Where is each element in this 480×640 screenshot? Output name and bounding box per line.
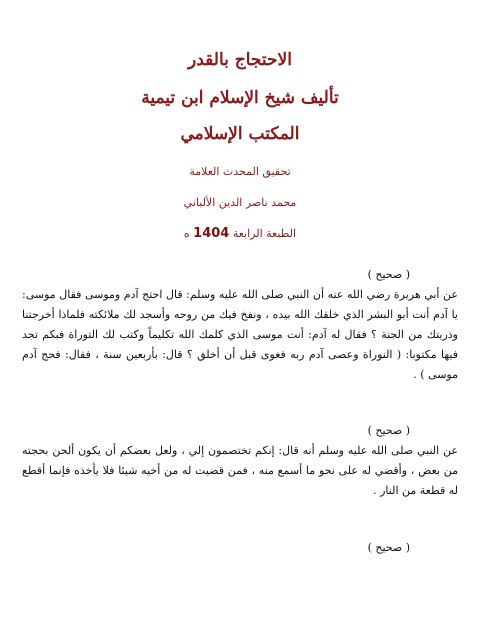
tahqiq-line: تحقيق المحدث العلامة bbox=[189, 165, 291, 178]
editor-name: محمد ناصر الدين الألباني bbox=[183, 196, 297, 209]
hadith-text: عن أبي هريرة رضي الله عنه أن النبي صلى الله عليه وسلم: قال احتج آدم وموسى فقال موسى: يا آدم أنت أبو البشر الذي خلقك الله بيده ، ونفخ فيك من روحه وأسجد لك ملائكته فلماذا أخرجتنا وذريتك من الجنة ؟ فقال له آدم: أنت موسى الذي كلمك الله تكليماً وكتب لك التوراة فبكم تجد فيها مكتوبا: ( النوراة وعصى آدم ربه فغوى قبل أن أخلق ؟ قال: بأربعين سنة ، فقال: فحج آدم موسى ) . bbox=[22, 288, 458, 381]
hadith-entry bbox=[22, 538, 458, 558]
hadith-grade: ( صحيح ) bbox=[367, 541, 410, 554]
hadith-grade: ( صحيح ) bbox=[367, 424, 410, 437]
book-author: تأليف شيخ الإسلام ابن تيمية bbox=[141, 88, 339, 108]
edition-suffix: ه bbox=[183, 227, 190, 240]
book-title: الاحتجاج بالقدر bbox=[188, 50, 292, 70]
edition-line bbox=[60, 226, 420, 241]
hadith-entry bbox=[22, 265, 458, 385]
edition-year: 1404 bbox=[193, 226, 230, 241]
edition-label: الطبعة الرابعة bbox=[232, 227, 297, 240]
hadith-grade: ( صحيح ) bbox=[367, 268, 410, 281]
book-publisher: المكتب الإسلامي bbox=[180, 124, 300, 144]
hadith-entry bbox=[22, 421, 458, 501]
hadith-text: عن النبي صلى الله عليه وسلم أنه قال: إنكم تختصمون إلي ، ولعل بعضكم أن يكون ألحن بحجته من بعض ، وأقضي له على نحو ما أسمع منه ، فمن قضيت له من أخيه شيئا فلا يأخذه فإنما أقطع له قطعة من النار . bbox=[22, 444, 458, 497]
